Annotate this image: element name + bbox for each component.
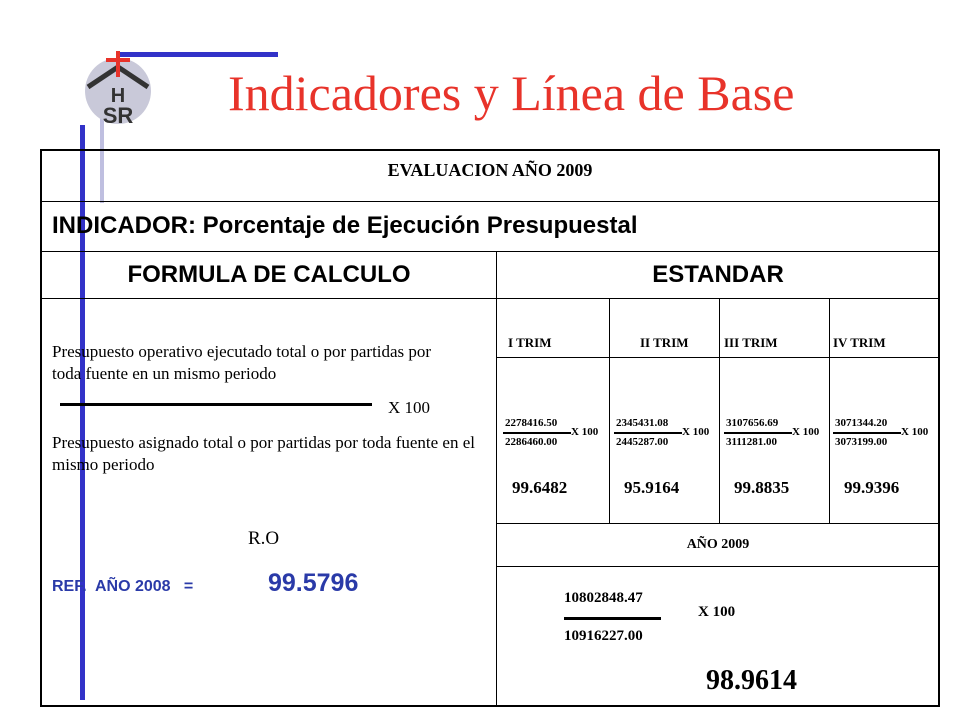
svg-text:SR: SR <box>102 103 134 128</box>
row-divider <box>41 251 939 252</box>
trim-denominator: 3111281.00 <box>726 436 778 448</box>
indicador-label: INDICADOR: Porcentaje de Ejecución Presupuestal <box>52 212 638 239</box>
trim-multiplier: X 100 <box>571 426 599 438</box>
trim-label: II TRIM <box>640 335 689 350</box>
trim-multiplier: X 100 <box>901 426 929 438</box>
row-divider <box>497 357 939 358</box>
trim-result: 99.9396 <box>844 478 900 497</box>
trim-label: IV TRIM <box>833 335 886 350</box>
evaluacion-header: EVALUACION AÑO 2009 <box>387 160 593 180</box>
anual-fraction-bar <box>564 617 661 620</box>
ref-label: REF. AÑO 2008 = <box>52 578 194 595</box>
row-divider <box>41 201 939 202</box>
trim-numerator: 3107656.69 <box>726 417 779 429</box>
formula-multiplier: X 100 <box>388 398 431 417</box>
estandar-header: ESTANDAR <box>652 261 784 288</box>
trim-denominator: 2286460.00 <box>505 436 558 448</box>
ref-value: 99.5796 <box>268 569 359 597</box>
trim-multiplier: X 100 <box>792 426 820 438</box>
col-divider <box>609 298 610 523</box>
trim-numerator: 2345431.08 <box>616 417 669 429</box>
row-divider <box>497 566 939 567</box>
formula-fraction-bar <box>60 403 372 406</box>
formula-numerator: Presupuesto operativo ejecutado total o por partidas por toda fuente en un mismo periodo <box>52 342 432 383</box>
formula-denominator: Presupuesto asignado total o por partidas por toda fuente en el mismo periodo <box>52 433 475 474</box>
anual-label: AÑO 2009 <box>686 537 750 552</box>
page-title: Indicadores y Línea de Base <box>228 65 795 121</box>
anual-result: 98.9614 <box>706 665 797 696</box>
ro-label: R.O <box>248 528 280 549</box>
trim-fraction-bar <box>503 432 571 434</box>
trim-fraction-bar <box>614 432 682 434</box>
formula-header: FORMULA DE CALCULO <box>127 261 411 288</box>
anual-multiplier: X 100 <box>698 604 736 620</box>
trim-numerator: 2278416.50 <box>505 417 558 429</box>
trim-label: III TRIM <box>724 335 778 350</box>
col-divider <box>496 251 497 706</box>
trim-fraction-bar <box>833 432 901 434</box>
trim-label: I TRIM <box>508 335 552 350</box>
anual-denominator: 10916227.00 <box>564 628 643 644</box>
svg-text:H: H <box>110 85 126 107</box>
trim-denominator: 2445287.00 <box>616 436 669 448</box>
hsr-logo <box>78 45 163 130</box>
trim-result: 99.8835 <box>734 478 790 497</box>
trim-denominator: 3073199.00 <box>835 436 888 448</box>
col-divider <box>719 298 720 523</box>
row-divider <box>41 298 939 299</box>
row-divider <box>497 523 939 524</box>
trim-result: 99.6482 <box>512 478 568 497</box>
trim-result: 95.9164 <box>624 478 680 497</box>
trim-fraction-bar <box>724 432 792 434</box>
trim-multiplier: X 100 <box>682 426 710 438</box>
anual-numerator: 10802848.47 <box>564 590 643 606</box>
trim-numerator: 3071344.20 <box>835 417 888 429</box>
col-divider <box>829 298 830 523</box>
